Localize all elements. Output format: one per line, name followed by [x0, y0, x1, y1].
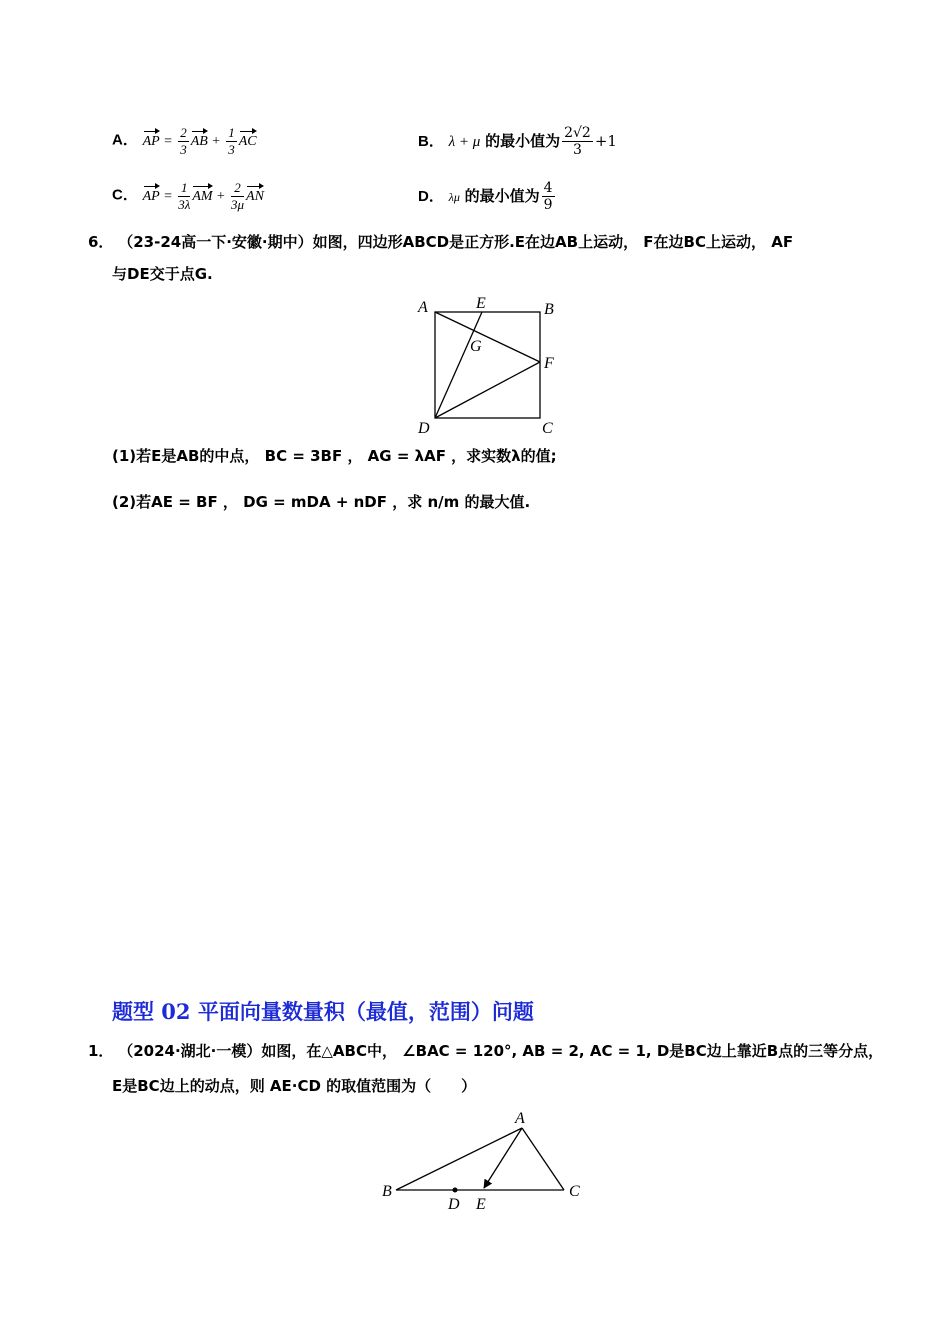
segment-de	[435, 312, 482, 418]
option-d-expr: λμ	[448, 190, 460, 204]
label-a: A	[418, 299, 428, 316]
option-a	[112, 125, 257, 158]
segment-ac	[522, 1128, 564, 1190]
option-d	[418, 180, 557, 213]
segment-af	[435, 312, 540, 362]
option-d-text: 的最小值为	[464, 187, 540, 205]
q1-number: 1．	[88, 1042, 114, 1060]
label-f: F	[544, 355, 554, 372]
q6-text-1: 如图，四边形ABCD是正方形.E在边AB上运动， F在边BC上运动， AF	[312, 233, 794, 251]
point-d	[453, 1188, 458, 1193]
label-e: E	[476, 295, 486, 312]
q1-line1	[88, 1041, 883, 1061]
q6-square-figure	[412, 290, 572, 438]
option-c-letter: C．	[112, 186, 138, 204]
label-b: B	[544, 301, 554, 318]
option-d-letter: D．	[418, 188, 444, 205]
option-b-tail: +1	[594, 132, 617, 150]
label-d: D	[448, 1196, 460, 1213]
q6-number: 6．	[88, 233, 114, 251]
segment-df	[435, 362, 540, 418]
q6-line1	[88, 232, 793, 252]
q1-triangle-figure	[376, 1100, 596, 1218]
q6-part1: (1)若E是AB的中点， BC = 3BF ， AG = λAF ，求实数λ的值;	[112, 447, 557, 465]
label-d: D	[418, 420, 430, 437]
square-abcd	[435, 312, 540, 418]
option-d-num: 4	[543, 180, 553, 196]
label-c: C	[542, 420, 553, 437]
q6-part2: (2)若AE = BF ， DG = mDA + nDF ，求 n/m 的最大值.	[112, 493, 531, 511]
option-b-text: 的最小值为	[485, 132, 561, 150]
q1-text-1: 如图，在△ABC中， ∠BAC = 120°, AB = 2, AC = 1, D是BC边上靠近B点的三等分点，	[261, 1042, 884, 1060]
option-b: B． λ + μ 的最小值为 $\frac{2√2}{3}$ +1	[418, 125, 617, 158]
label-g: G	[470, 338, 482, 355]
q6-source: （23-24高一下·安徽·期中）	[118, 233, 313, 251]
section-heading: 题型 02 平面向量数量积（最值，范围）问题	[112, 999, 534, 1024]
option-a-formula: AP = $\frac{2}{3}$ AB + $\frac{1}{3}$ AC	[142, 125, 257, 157]
option-c-formula: AP = $\frac{1}{3\lambda}$ AM + $\frac{2}{3\mu}$ AN	[142, 180, 264, 212]
option-b-expr: λ + μ	[448, 134, 481, 150]
q6-line2: 与DE交于点G.	[112, 265, 213, 283]
label-e: E	[476, 1196, 486, 1213]
option-d-den: 9	[543, 197, 553, 213]
option-a-letter: A．	[112, 131, 138, 149]
option-b-letter: B．	[418, 133, 444, 150]
q1-line2: E是BC边上的动点，则 AE·CD 的取值范围为（ ）	[112, 1077, 477, 1095]
label-a: A	[515, 1110, 525, 1127]
label-c: C	[569, 1183, 580, 1200]
label-b: B	[382, 1183, 392, 1200]
q1-source: （2024·湖北·一模）	[118, 1042, 262, 1060]
option-c	[112, 180, 264, 213]
